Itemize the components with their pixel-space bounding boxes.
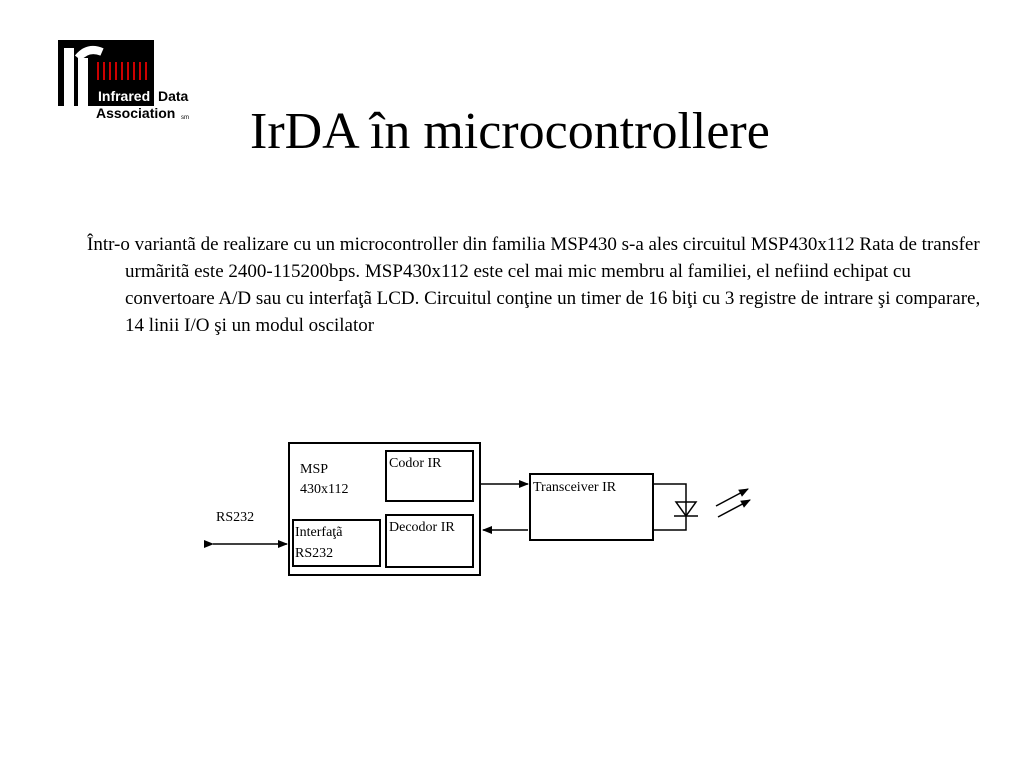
logo-text-association: Association (96, 105, 176, 121)
logo-text-data: Data (158, 88, 189, 104)
logo-text-infrared: Infrared (98, 88, 151, 104)
logo-text-sm: sm (181, 115, 189, 121)
diode-icon (653, 484, 698, 530)
interface-label-line2: RS232 (295, 546, 334, 561)
rs232-label: RS232 (216, 510, 255, 525)
interface-label-line1: Interfaţã (295, 525, 343, 540)
decodor-label: Decodor IR (389, 520, 455, 535)
slide-paragraph: Într-o variantã de realizare cu un microcontroller din familia MSP430 s-a ales circuitul MSP430x112 Rata de transfer urmãritã este 2400-115200bps. MSP430x112 este cel mai mic membru al familiei, el nefiind echipat cu convertoare A/D sau cu interfaţã LCD. Circuitul conţine un timer de 16 biţi cu 3 registre de intrare şi comparare, 14 linii I/O şi un modul oscilator (87, 234, 981, 336)
codor-label: Codor IR (389, 456, 442, 471)
slide-title: IrDA în microcontrollere (250, 103, 770, 160)
msp-label-line1: MSP (300, 462, 329, 477)
msp-label-line2: 430x112 (300, 482, 349, 497)
transceiver-label: Transceiver IR (533, 480, 617, 495)
